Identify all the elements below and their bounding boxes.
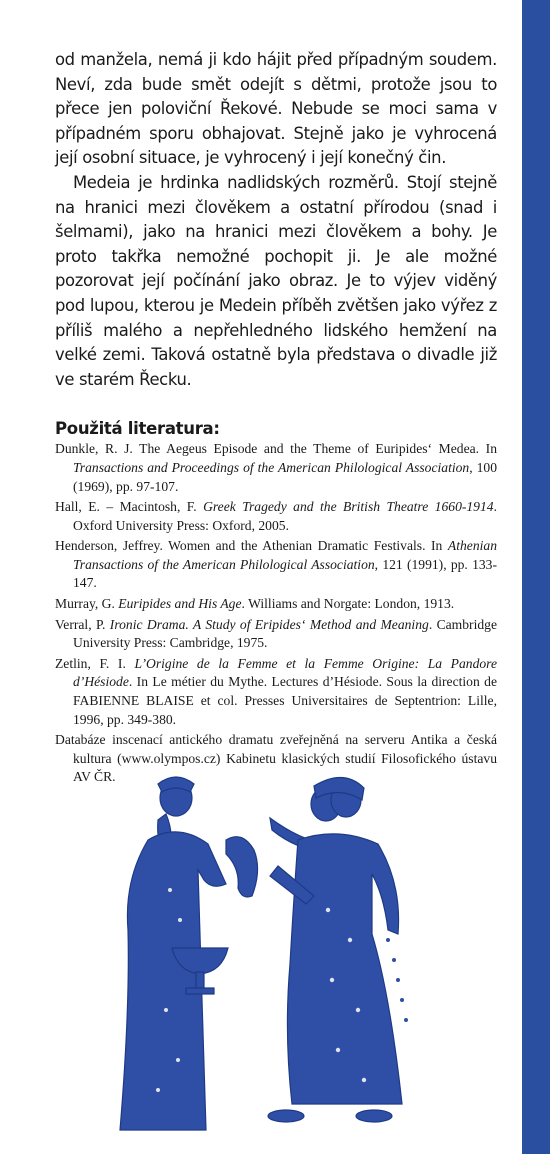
reference-item: Verral, P. Ironic Drama. A Study of Eripides‘ Method and Meaning. Cambridge University Press: Cambridge, 1975. [55, 616, 497, 651]
body-text [55, 48, 497, 392]
reference-item: Zetlin, F. I. L’Origine de la Femme et la Femme Origine: La Pandore d’Hésiode. In Le métier du Mythe. Lectures d’Hésiode. Sous la direction de FABIENNE BLAISE et col. Presses Universitaires de Septentrion: Lille, 1996, pp. 349-380. [55, 655, 497, 727]
reference-item: Dunkle, R. J. The Aegeus Episode and the Theme of Euripides‘ Medea. In Transactions and Proceedings of the American Philological Association, 100 (1969), pp. 97-107. [55, 441, 497, 494]
reference-list [55, 440, 497, 787]
reference-item: Murray, G. Euripides and His Age. Williams and Norgate: London, 1913. [55, 596, 455, 612]
paragraph-1: od manžela, nemá ji kdo hájit před případným soudem. Neví, zda bude smět odejít s dětmi, protože jsou to přece jen poloviční Řekové. Nebude se moci sama v případném sporu obhajovat. Stejně jako je vyhrocená její osobní situace, je vyhrocený i její konečný čin. [55, 50, 497, 168]
paragraph-2: Medeia je hrdinka nadlidských rozměrů. Stojí stejně na hranici mezi člověkem a ostatní přírodou (snad i šelmami), jako na hranici mezi člověkem a bohy. Je proto takřka nemožné pochopit ji. Je ale možné pozorovat její počínání jako obraz. Je to výjev viděný pod lupou, kterou je Medein příběh zvětšen jako výřez z příliš malého a nepřehledného lidského hemžení na velké zemi. Taková ostatně byla představa o divadle již ve starém Řecku. [55, 172, 497, 389]
side-color-bar [522, 0, 550, 1154]
reference-item: Hall, E. – Macintosh, F. Greek Tragedy and the British Theatre 1660-1914. Oxford University Press: Oxford, 2005. [55, 499, 497, 533]
reference-item: Henderson, Jeffrey. Women and the Athenian Dramatic Festivals. In Athenian Transactions of the American Philological Association, 121 (1991), pp. 133-147. [55, 538, 497, 591]
reference-item: Databáze inscenací antického dramatu zveřejněná na serveru Antika a česká kultura (www.olympos.cz) Kabinetu klasických studií Filosofického ústavu AV ČR. [55, 732, 497, 785]
literature-heading: Použitá literatura: [55, 419, 220, 439]
greek-vase-figures-icon [118, 770, 418, 1132]
page-content [55, 48, 497, 789]
